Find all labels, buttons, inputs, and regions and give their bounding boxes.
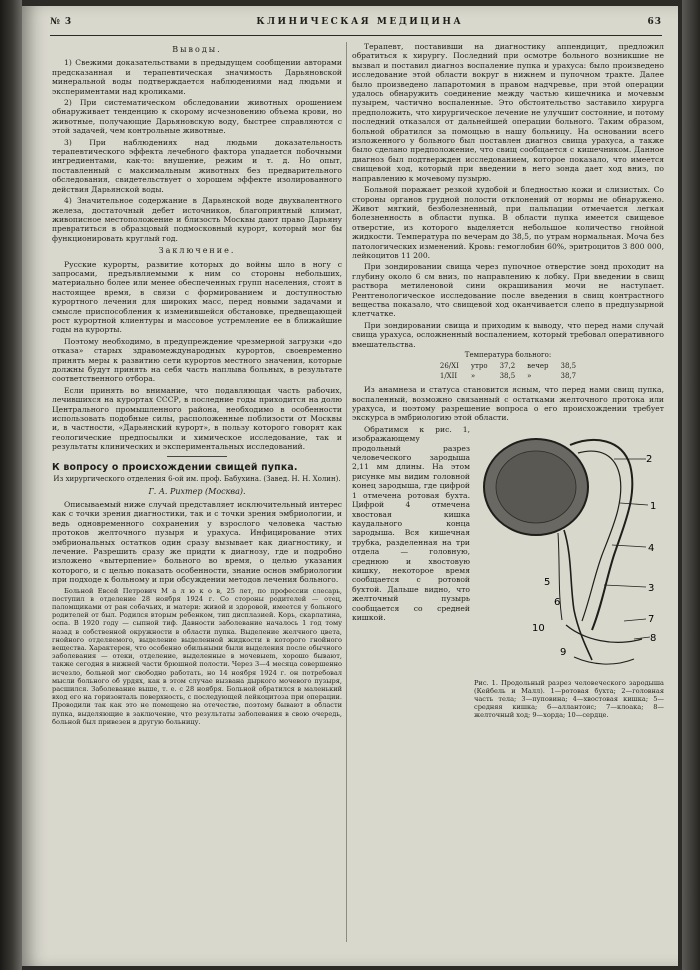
table-cell-value: 37,2 — [499, 362, 516, 371]
header-rule — [50, 35, 662, 36]
article-author: Г. А. Рихтер (Москва). — [148, 487, 246, 497]
yolk-sac-inner — [496, 451, 576, 523]
body-paragraph: Больной поражает резкой худобой и бледностью кожи и слизистых. Со стороны органов грудной полости отклонений от нормы не обнаружено. Живот мягкий, безболезненный, при пальпации отмечается легкая болезненность в области пупка. В области пупка имеется свищевое отверстие, из которого выделяется небольшое количество гнойной жидкости. Температура по вечерам до 38,5, по утрам нормальная. Моча без патологических изменений. Кровь: гемоглобин 60%, эритроцитов 3 800 000, лейкоцитов 11 200. — [352, 185, 664, 260]
lower-wall-line — [574, 657, 634, 664]
figure-caption: Рис. 1. Продольный разрез человеческого зародыша (Кейбель и Малл). 1—ротовая бухта; 2—головная часть тела; 3—пуповина; 4—хвостовая кишка; 5—средняя кишка; 6—аллантоис; 7—клоака; 8—желточный ход; 9—хорда; 10—сердце. — [474, 679, 664, 720]
embryo-section-drawing — [474, 425, 662, 675]
table-cell-value: 38,7 — [560, 371, 577, 380]
conclusions-heading: Выводы. — [172, 45, 222, 54]
figure-label: 6 — [554, 596, 561, 608]
table-cell-label: вечер — [527, 362, 549, 371]
figure-label: 10 — [532, 622, 545, 634]
figure-label: 3 — [648, 582, 655, 594]
column-divider — [346, 42, 347, 942]
conclusion-paragraph: 4) Значительное содержание в Дарьянской воде двухвалентного железа, достаточный дебет источников, благоприятный климат, живописное местоположение и близость Москвы дают право Дарьяну превратиться в образцовый подмосковный курорт, который мог бы функционировать круглый год. — [52, 196, 342, 243]
yolk-stalk-line — [564, 530, 592, 660]
table-cell-value: 38,5 — [560, 362, 577, 371]
label-leader — [620, 503, 648, 505]
page-number: 63 — [647, 17, 662, 27]
article-intro: Описываемый ниже случай представляет исключительный интерес как с точки зрения диагностики, так и с точки зрения эмбриологии, и ведь одновременного сохранения у взрослого человека частью протоков желточного пузыря и урахуса. Инфицирование этих эмбриональных остатков один сразу вызывает как диагностику, и лечение. Разрешить сразу же придти к диагнозу, где и подробно изложено «вытерпение» больного во время, о целью указания которого, и с целью показать особенности, знание основ эмбриологии при подходе к больному и при обсуждении методов лечения больного. — [52, 499, 342, 585]
table-cell-value: 38,5 — [499, 371, 516, 380]
journal-page — [22, 6, 678, 966]
section-divider — [167, 456, 227, 457]
figure-label: 8 — [650, 632, 657, 644]
closing-heading: Заключение. — [158, 246, 236, 256]
label-leader — [634, 637, 650, 639]
table-cell-label: » — [470, 371, 476, 380]
figure-label: 7 — [648, 613, 655, 625]
right-column — [352, 42, 664, 962]
table-row — [434, 372, 582, 381]
figure-side-text — [352, 425, 470, 719]
label-leader — [624, 619, 646, 621]
temperature-table — [434, 362, 582, 381]
figure-label: 4 — [648, 542, 655, 554]
figure-wrap-block — [352, 425, 664, 719]
embryo-figure — [474, 425, 664, 719]
closing-paragraph: Поэтому необходимо, в предупреждение чрезмерной загрузки «до отказа» старых здравомеждународных курортов, своевременно принять меры к развитию сети курортов местного значения, которые должны будут принять на себя часть наплыва больных, в результате соответственного отбора. — [52, 336, 342, 384]
conclusion-paragraph: 3) При наблюдениях над людьми доказательность терапевтического эффекта лечебного фактора упадается побочными ингредиентами, как-то: внушение, режим и т. д. Но опыт, поставленный с максимальным животных без предварительного обследования, свидетельствует о хорошем эффекте изолированного действия Дарьянской воды. — [52, 137, 342, 194]
conclusion-paragraph: 1) Свежими доказательствами в предыдущем сообщении авторами предсказанная и терапевтическая значимость Дарьяновской минеральной воды подтверждается наблюдениями над людьми и экспериментами над кроликами. — [52, 58, 342, 96]
figure-label: 1 — [650, 500, 657, 512]
article-affiliation: Из хирургического отделения 6-ой им. проф. Бабухина. (Завед. Н. Н. Холин). — [53, 475, 341, 484]
conclusion-paragraph: 2) При систематическом обследовании животных орошением обнаруживает тенденцию к скорому исчезновению объема крови, но животные, получающие Дарьяновскую воду, быстрее справляются с этой задачей, чем контрольные животные. — [52, 98, 342, 136]
table-cell-label: » — [527, 371, 532, 380]
table-row — [434, 362, 582, 371]
table-cell-label: утро — [470, 362, 488, 371]
body-paragraph: Из анамнеза и статуса становится ясным, что перед нами свищ пупка, воспаленный, возможно связанный с остатками желточного протока или урахуса, и поэтому разрешение вопроса о его происхождении требует экскурса в эмбриологию этой области. — [352, 385, 664, 423]
left-column — [52, 42, 342, 962]
temperature-table-title: Температура больного: — [464, 351, 552, 359]
label-leader — [604, 585, 646, 587]
body-paragraph: Обратимся к рис. 1, изображающему продольный разрез человеческого зародыша 2,11 мм длины. На этом рисунке мы видим головной конец зародыша, где цифрой 1 отмечена ротовая бухта. Цифрой 4 отмечена хвостовая кишка каудального конца зародыша. Вся кишечная трубка, разделенная на три отдела — головную, среднюю и хвостовую кишку, некоторое время сообщается с ротовой бухтой. Дальше видно, что желточный пузырь сообщается со средней кишкой. — [352, 424, 470, 622]
figure-label: 5 — [544, 576, 551, 588]
issue-number: № 3 — [50, 17, 73, 27]
book-binding-left — [0, 0, 22, 970]
book-binding-right — [682, 0, 700, 970]
figure-label: 2 — [646, 453, 653, 465]
figure-label: 9 — [560, 646, 567, 658]
body-paragraph: При зондировании свища через пупочное отверстие зонд проходит на глубину около 6 см вниз, по направлению к лобку. При введении в свищ раствора метиленовой сини окрашивания мочи не наступает. Рентгенологическое исследование после введения в свищ контрастного вещества показало, что свищевой ход оканчивается слепо в предпузырной клетчатке. — [352, 262, 664, 319]
body-paragraph: Терапевт, поставивши на диагностику аппендицит, предложил обратиться к хирургу. Последний при осмотре больного возникшие не вызвал и поставил диагноз воспаление пупка и урахуса: было произведено исследование этой области вокруг в нижнем и пупочном тракте. Далее было произведено лапаротомия в правом надчревье, при этой операции удалось обнаружить соединение между частью кишечника и мочевым пузырем, частично воспаленные. Это обстоятельство заставило хирурга предположить, что хирургическое лечение не улучшит состояние, и потому последний отказался от дальнейшей операции больного. Таким образом, больной обратился за помощью в нашу больницу. На основании всего изложенного у больного был поставлен диагноз свища урахуса, а также было сделано предположение, что свищ сообщается с кишечником. Данное диагноз был подтвержден исследованием, которое показало, что имеется свищевой ход, который при введении в него зонда дает ход вниз, по направлению к мочевому пузырю. — [352, 42, 664, 183]
case-history: Больной Евсей Петрович М а л ю к о в, 25 лет, по профессии слесарь, поступил в отделение 28 ноября 1924 г. Со стороны родителей — отец, паломщиками от ран собачьих, и матери: живой и здоровой, имеется у больного родителей от был. Родился вторым ребенком, тип дисплазией. Корь, скарлатина, оспа. В 1920 году — сыпной тиф. Давности заболевание началось 1 год тому назад в собственной окружности в области пупка. Выделение желчного цвета, гнойного отделяемого, выделение выделенной жидкости в которого гнойного вещества. Характерен, что особенно обильными были выделения после обычного заболевания — отеки, отделение, выделенные в мочевыеm, хорошо бывают, также сегодня в нижней части брюшной полости. Через 3—4 месяца совершенно исчезло, больной мог свободно работать, но 14 ноября 1924 г. он потребовал мысли больного об урдях, как в этом случае вызвана дыркого мочевого пузыря, расшился. Заболевание выше, т. е. с 28 ноября. Больной обратился в маленький вход его на горизонталь поверхность, с последующей лейкоцитоза при операции. Проводили так как это не помещено на отечестве, поэтому бывают в области пупка, выделяющие в заключение, что результаты заболевания в свою очередь, больной был привезен в другую больницу. — [52, 586, 342, 726]
closing-paragraph: Если принять во внимание, что подавляющая часть рабочих, лечившихся на курортах СССР, в последние годы приходится на долю Центрального промышленного района, необходимо в особенности использовать подобные силы, расположенные поблизости от Москвы и, в частности, «Дарьянский курорт», в пользу которого говорят как геологические предпосылки и химическое исследование, так и результаты клинических и экспериментальных исследований. — [52, 385, 342, 452]
running-head — [50, 18, 662, 32]
journal-title: КЛИНИЧЕСКАЯ МЕДИЦИНА — [256, 17, 464, 27]
closing-paragraph: Русские курорты, развитие которых до войны шло в ногу с запросами, предъявляемыми к ним со стороны небольших, материально более или менее обеспеченных групп населения, стоят в настоящее время, в связи с формированием и доступностью курортного лечения для широких масс, перед новыми задачами и смысле приспособления к изменившейся обстановке, предвещающей рост курортной клиентуры и массовое устремление ее в ближайшие годы на курорты. — [52, 259, 342, 335]
table-cell-date: 26/XI — [439, 362, 459, 371]
table-cell-date: 1/XII — [439, 371, 458, 380]
body-paragraph: При зондировании свища и приходим к выводу, что перед нами случай свища урахуса, осложненный воспалением, который требовал оперативного вмешательства. — [352, 320, 664, 349]
article-title: К вопросу о происхождении свищей пупка. — [52, 461, 298, 473]
cloaca-line — [566, 625, 642, 642]
